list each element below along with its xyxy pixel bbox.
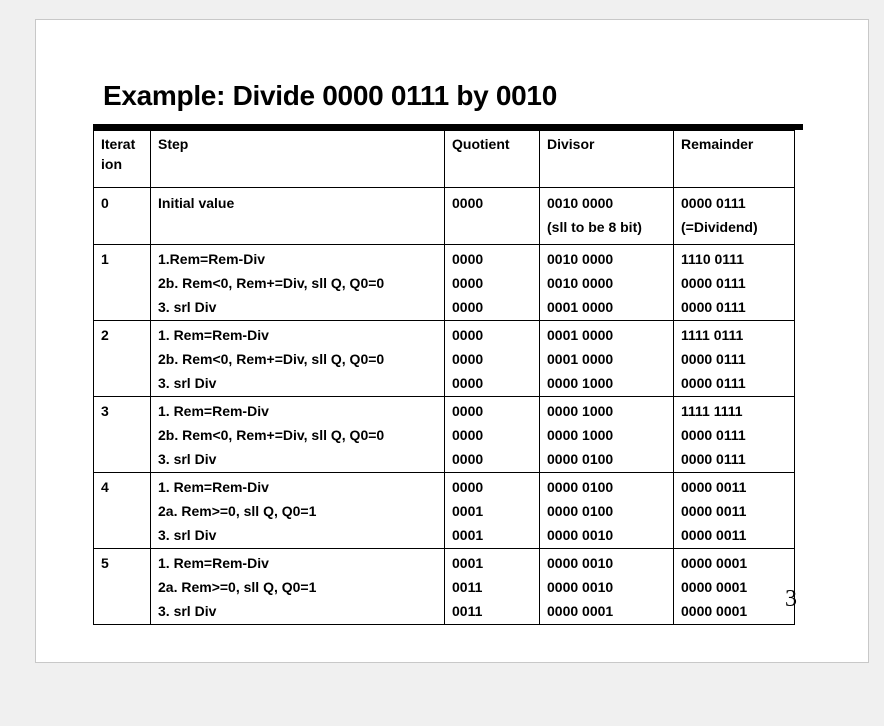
quotient-cell [445,397,540,473]
remainder-cell-line: 0000 0111 [681,195,746,211]
step-cell [151,473,445,549]
step-cell-line: 2b. Rem<0, Rem+=Div, sll Q, Q0=0 [158,351,385,367]
step-cell-line: 2a. Rem>=0, sll Q, Q0=1 [158,503,317,519]
quotient-cell-line: 0000 [452,327,484,343]
header-iteration-line-1: Iterat [101,136,136,152]
remainder-cell-line: 0000 0111 [681,375,746,391]
remainder-cell-line: 0000 0011 [681,479,747,495]
step-cell-line: 1.Rem=Rem-Div [158,251,265,267]
divisor-cell [540,245,674,321]
divisor-cell-line: 0000 0010 [547,527,614,543]
table-row [94,188,795,245]
remainder-cell-line: 1111 0111 [681,327,744,343]
remainder-cell [674,321,795,397]
step-cell [151,321,445,397]
header-quotient: Quotient [445,131,540,188]
remainder-cell-line: 0000 0111 [681,299,746,315]
table-header-row [94,131,795,188]
step-cell-line: 1. Rem=Rem-Div [158,555,269,571]
step-cell [151,549,445,625]
table-row [94,321,795,397]
quotient-cell-line: 0000 [452,403,484,419]
step-cell-line: 1. Rem=Rem-Div [158,403,269,419]
quotient-cell [445,321,540,397]
quotient-cell [445,245,540,321]
divisor-cell-line: 0000 0010 [547,579,614,595]
divisor-cell [540,473,674,549]
remainder-cell-line: 0000 0111 [681,275,746,291]
iteration-cell: 3 [94,397,151,473]
iteration-cell: 1 [94,245,151,321]
quotient-cell-line: 0000 [452,275,484,291]
step-cell [151,245,445,321]
quotient-cell-line: 0000 [452,251,484,267]
step-cell-line: 3. srl Div [158,603,217,619]
step-cell-line: 3. srl Div [158,527,217,543]
iteration-cell: 5 [94,549,151,625]
step-cell [151,397,445,473]
remainder-cell-line: 0000 0011 [681,503,747,519]
remainder-cell-line: 0000 0001 [681,603,748,619]
page-number: 3 [785,586,797,612]
divisor-cell-line: 0010 0000 [547,251,614,267]
step-cell-line: 3. srl Div [158,375,217,391]
remainder-cell-line: 1110 0111 [681,251,745,267]
remainder-cell-line: 0000 0111 [681,427,746,443]
quotient-cell-line: 0001 [452,555,484,571]
step-cell-line: 1. Rem=Rem-Div [158,327,269,343]
header-step: Step [151,131,445,188]
step-cell-line: 2a. Rem>=0, sll Q, Q0=1 [158,579,317,595]
quotient-cell [445,549,540,625]
quotient-cell-line: 0011 [452,579,483,595]
divisor-cell-line: 0000 1000 [547,427,614,443]
table-row [94,245,795,321]
step-cell-line: Initial value [158,195,235,211]
remainder-cell-line: 1111 1111 [681,403,743,419]
step-cell-line: 1. Rem=Rem-Div [158,479,269,495]
divisor-cell-line: 0000 1000 [547,403,614,419]
remainder-cell-line: 0000 0111 [681,451,746,467]
step-cell-line: 3. srl Div [158,299,217,315]
divisor-cell-line: 0000 1000 [547,375,614,391]
divisor-cell-line: 0000 0010 [547,555,614,571]
header-remainder: Remainder [674,131,795,188]
remainder-cell-line: 0000 0011 [681,527,747,543]
iteration-cell: 2 [94,321,151,397]
table-row [94,473,795,549]
quotient-cell-line: 0000 [452,195,484,211]
remainder-cell-line: 0000 0001 [681,555,748,571]
step-cell-line: 2b. Rem<0, Rem+=Div, sll Q, Q0=0 [158,427,385,443]
division-table [93,130,795,625]
divisor-cell-line: 0000 0100 [547,503,614,519]
header-iteration-line-2: ion [101,156,122,172]
quotient-cell-line: 0000 [452,375,484,391]
table-row [94,397,795,473]
divisor-cell-line: 0000 0100 [547,451,614,467]
quotient-cell-line: 0011 [452,603,483,619]
remainder-cell [674,549,795,625]
iteration-cell: 0 [94,188,151,245]
divisor-cell-line: 0001 0000 [547,351,614,367]
header-divisor: Divisor [540,131,674,188]
divisor-cell-line: 0000 0001 [547,603,614,619]
remainder-cell [674,188,795,245]
remainder-cell-line: 0000 0001 [681,579,748,595]
divisor-cell-line: 0001 0000 [547,327,614,343]
iteration-cell: 4 [94,473,151,549]
remainder-cell-line: 0000 0111 [681,351,746,367]
divisor-cell-line: (sll to be 8 bit) [547,219,642,235]
divisor-cell-line: 0010 0000 [547,275,614,291]
quotient-cell-line: 0000 [452,427,484,443]
remainder-cell [674,473,795,549]
step-cell-line: 3. srl Div [158,451,217,467]
remainder-cell [674,245,795,321]
quotient-cell-line: 0000 [452,299,484,315]
quotient-cell-line: 0000 [452,351,484,367]
divisor-cell [540,549,674,625]
quotient-cell-line: 0000 [452,479,484,495]
divisor-cell-line: 0000 0100 [547,479,614,495]
table-row [94,549,795,625]
divisor-cell [540,321,674,397]
remainder-cell [674,397,795,473]
quotient-cell [445,473,540,549]
step-cell-line: 2b. Rem<0, Rem+=Div, sll Q, Q0=0 [158,275,385,291]
step-cell [151,188,445,245]
quotient-cell [445,188,540,245]
divisor-cell-line: 0001 0000 [547,299,614,315]
remainder-cell-line: (=Dividend) [681,219,758,235]
header-iteration [94,131,151,188]
divisor-cell [540,397,674,473]
divisor-cell [540,188,674,245]
quotient-cell-line: 0000 [452,451,484,467]
quotient-cell-line: 0001 [452,527,484,543]
quotient-cell-line: 0001 [452,503,484,519]
slide-title: Example: Divide 0000 0111 by 0010 [103,80,557,111]
divisor-cell-line: 0010 0000 [547,195,614,211]
